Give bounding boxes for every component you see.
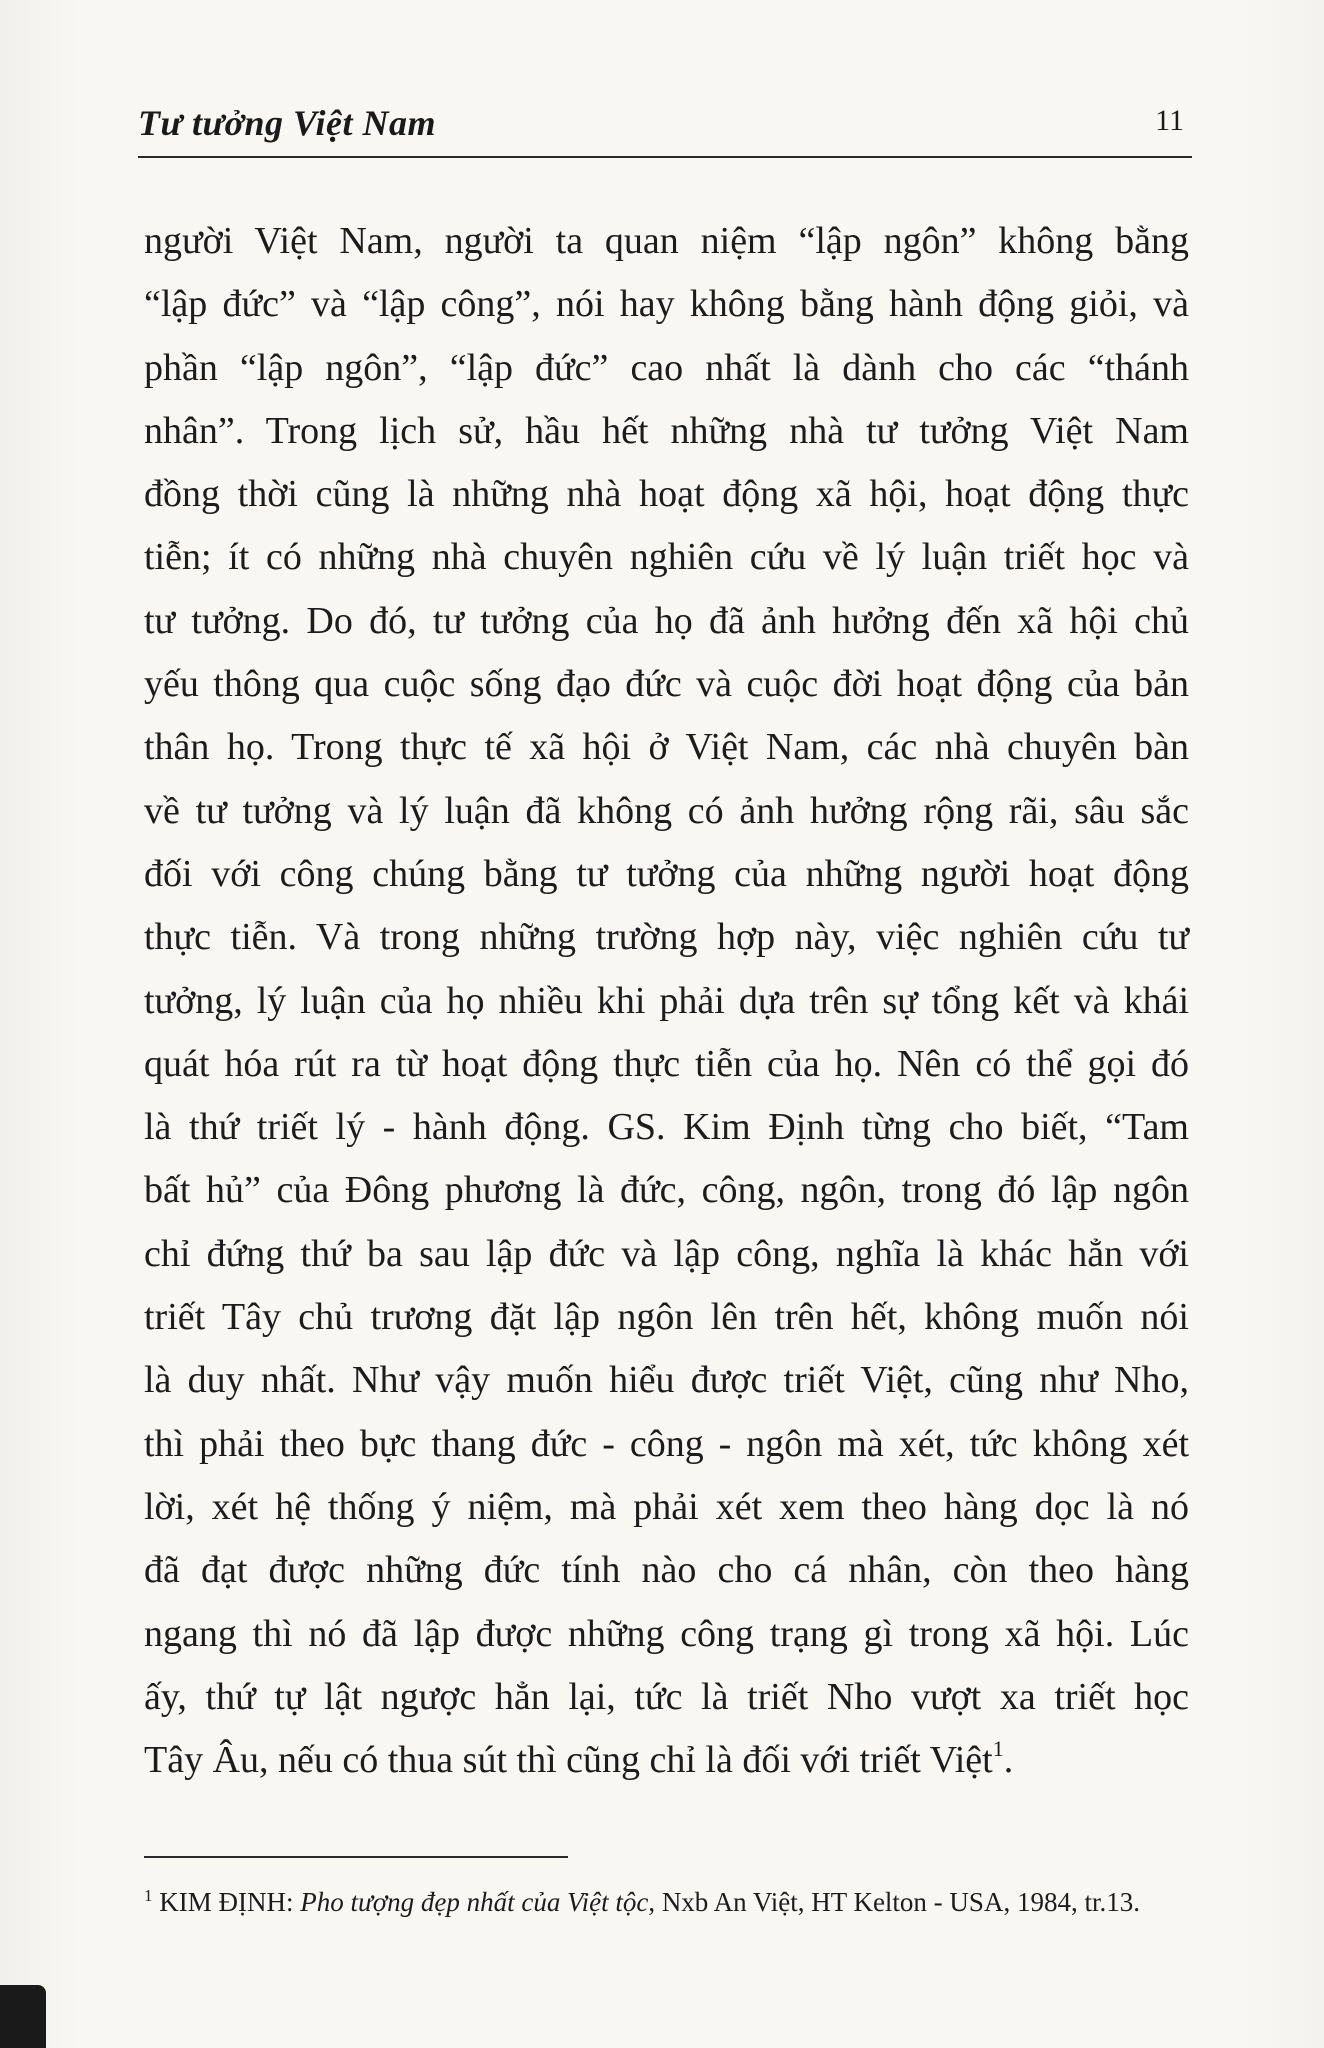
text-line: quát hóa rút ra từ hoạt động thực tiễn của họ. Nên có thể gọi đó xyxy=(144,1042,1189,1085)
text-line: đã đạt được những đức tính nào cho cá nhân, còn theo hàng xyxy=(144,1549,1189,1592)
text-line: thân họ. Trong thực tế xã hội ở Việt Nam, các nhà chuyên bàn xyxy=(144,726,1189,769)
text-line: “lập đức” và “lập công”, nói hay không bằng hành động giỏi, và xyxy=(144,283,1189,326)
scan-edge-shadow xyxy=(0,1985,46,2048)
text-line: thực tiễn. Và trong những trường hợp này, việc nghiên cứu tư xyxy=(144,916,1189,959)
footnote-reference[interactable]: 1 xyxy=(992,1736,1004,1762)
text-line: thì phải theo bực thang đức - công - ngôn mà xét, tức không xét xyxy=(144,1422,1189,1465)
text-line: tưởng, lý luận của họ nhiều khi phải dựa trên sự tổng kết và khái xyxy=(144,979,1189,1022)
footnote-book-title: Pho tượng đẹp nhất của Việt tộc xyxy=(300,1887,649,1917)
text-line: người Việt Nam, người ta quan niệm “lập ngôn” không bằng xyxy=(144,220,1189,262)
page-number: 11 xyxy=(1155,104,1184,137)
footnote-marker: 1 xyxy=(144,1886,153,1905)
text-line: đồng thời cũng là những nhà hoạt động xã hội, hoạt động thực xyxy=(144,473,1189,516)
footnote-author: KIM ĐỊNH: xyxy=(159,1887,294,1917)
page-header xyxy=(138,96,1192,158)
text-line: tư tưởng. Do đó, tư tưởng của họ đã ảnh hưởng đến xã hội chủ xyxy=(144,599,1189,642)
text-line: lời, xét hệ thống ý niệm, mà phải xét xem theo hàng dọc là nó xyxy=(144,1485,1189,1528)
text-line: ngang thì nó đã lập được những công trạng gì trong xã hội. Lúc xyxy=(144,1612,1189,1655)
text-line: triết Tây chủ trương đặt lập ngôn lên trên hết, không muốn nói xyxy=(144,1296,1189,1339)
text-line: phần “lập ngôn”, “lập đức” cao nhất là dành cho các “thánh xyxy=(144,346,1189,389)
text-line: nhân”. Trong lịch sử, hầu hết những nhà tư tưởng Việt Nam xyxy=(144,409,1189,452)
text-line: đối với công chúng bằng tư tưởng của những người hoạt động xyxy=(144,852,1189,895)
text-line: về tư tưởng và lý luận đã không có ảnh hưởng rộng rãi, sâu sắc xyxy=(144,789,1189,832)
text-line: là duy nhất. Như vậy muốn hiểu được triết Việt, cũng như Nho, xyxy=(144,1359,1189,1402)
running-title: Tư tưởng Việt Nam xyxy=(138,103,436,143)
footnote-divider xyxy=(144,1856,568,1858)
body-paragraph xyxy=(144,210,1189,1792)
text-line: tiễn; ít có những nhà chuyên nghiên cứu về lý luận triết học và xyxy=(144,536,1189,579)
footnote-publication: , Nxb An Việt, HT Kelton - USA, 1984, tr.13. xyxy=(648,1887,1140,1917)
last-line-text: Tây Âu, nếu có thua sút thì cũng chỉ là đối với triết Việt xyxy=(144,1739,993,1782)
text-line: là thứ triết lý - hành động. GS. Kim Định từng cho biết, “Tam xyxy=(144,1106,1189,1149)
footnote xyxy=(144,1884,1194,1920)
last-line-end: . xyxy=(1003,1739,1014,1782)
text-line-last xyxy=(144,1729,1189,1792)
text-line: chỉ đứng thứ ba sau lập đức và lập công, nghĩa là khác hẳn với xyxy=(144,1232,1189,1275)
text-line: yếu thông qua cuộc sống đạo đức và cuộc đời hoạt động của bản xyxy=(144,663,1189,706)
text-line: ấy, thứ tự lật ngược hẳn lại, tức là triết Nho vượt xa triết học xyxy=(144,1675,1189,1718)
text-line: bất hủ” của Đông phương là đức, công, ngôn, trong đó lập ngôn xyxy=(144,1169,1189,1212)
